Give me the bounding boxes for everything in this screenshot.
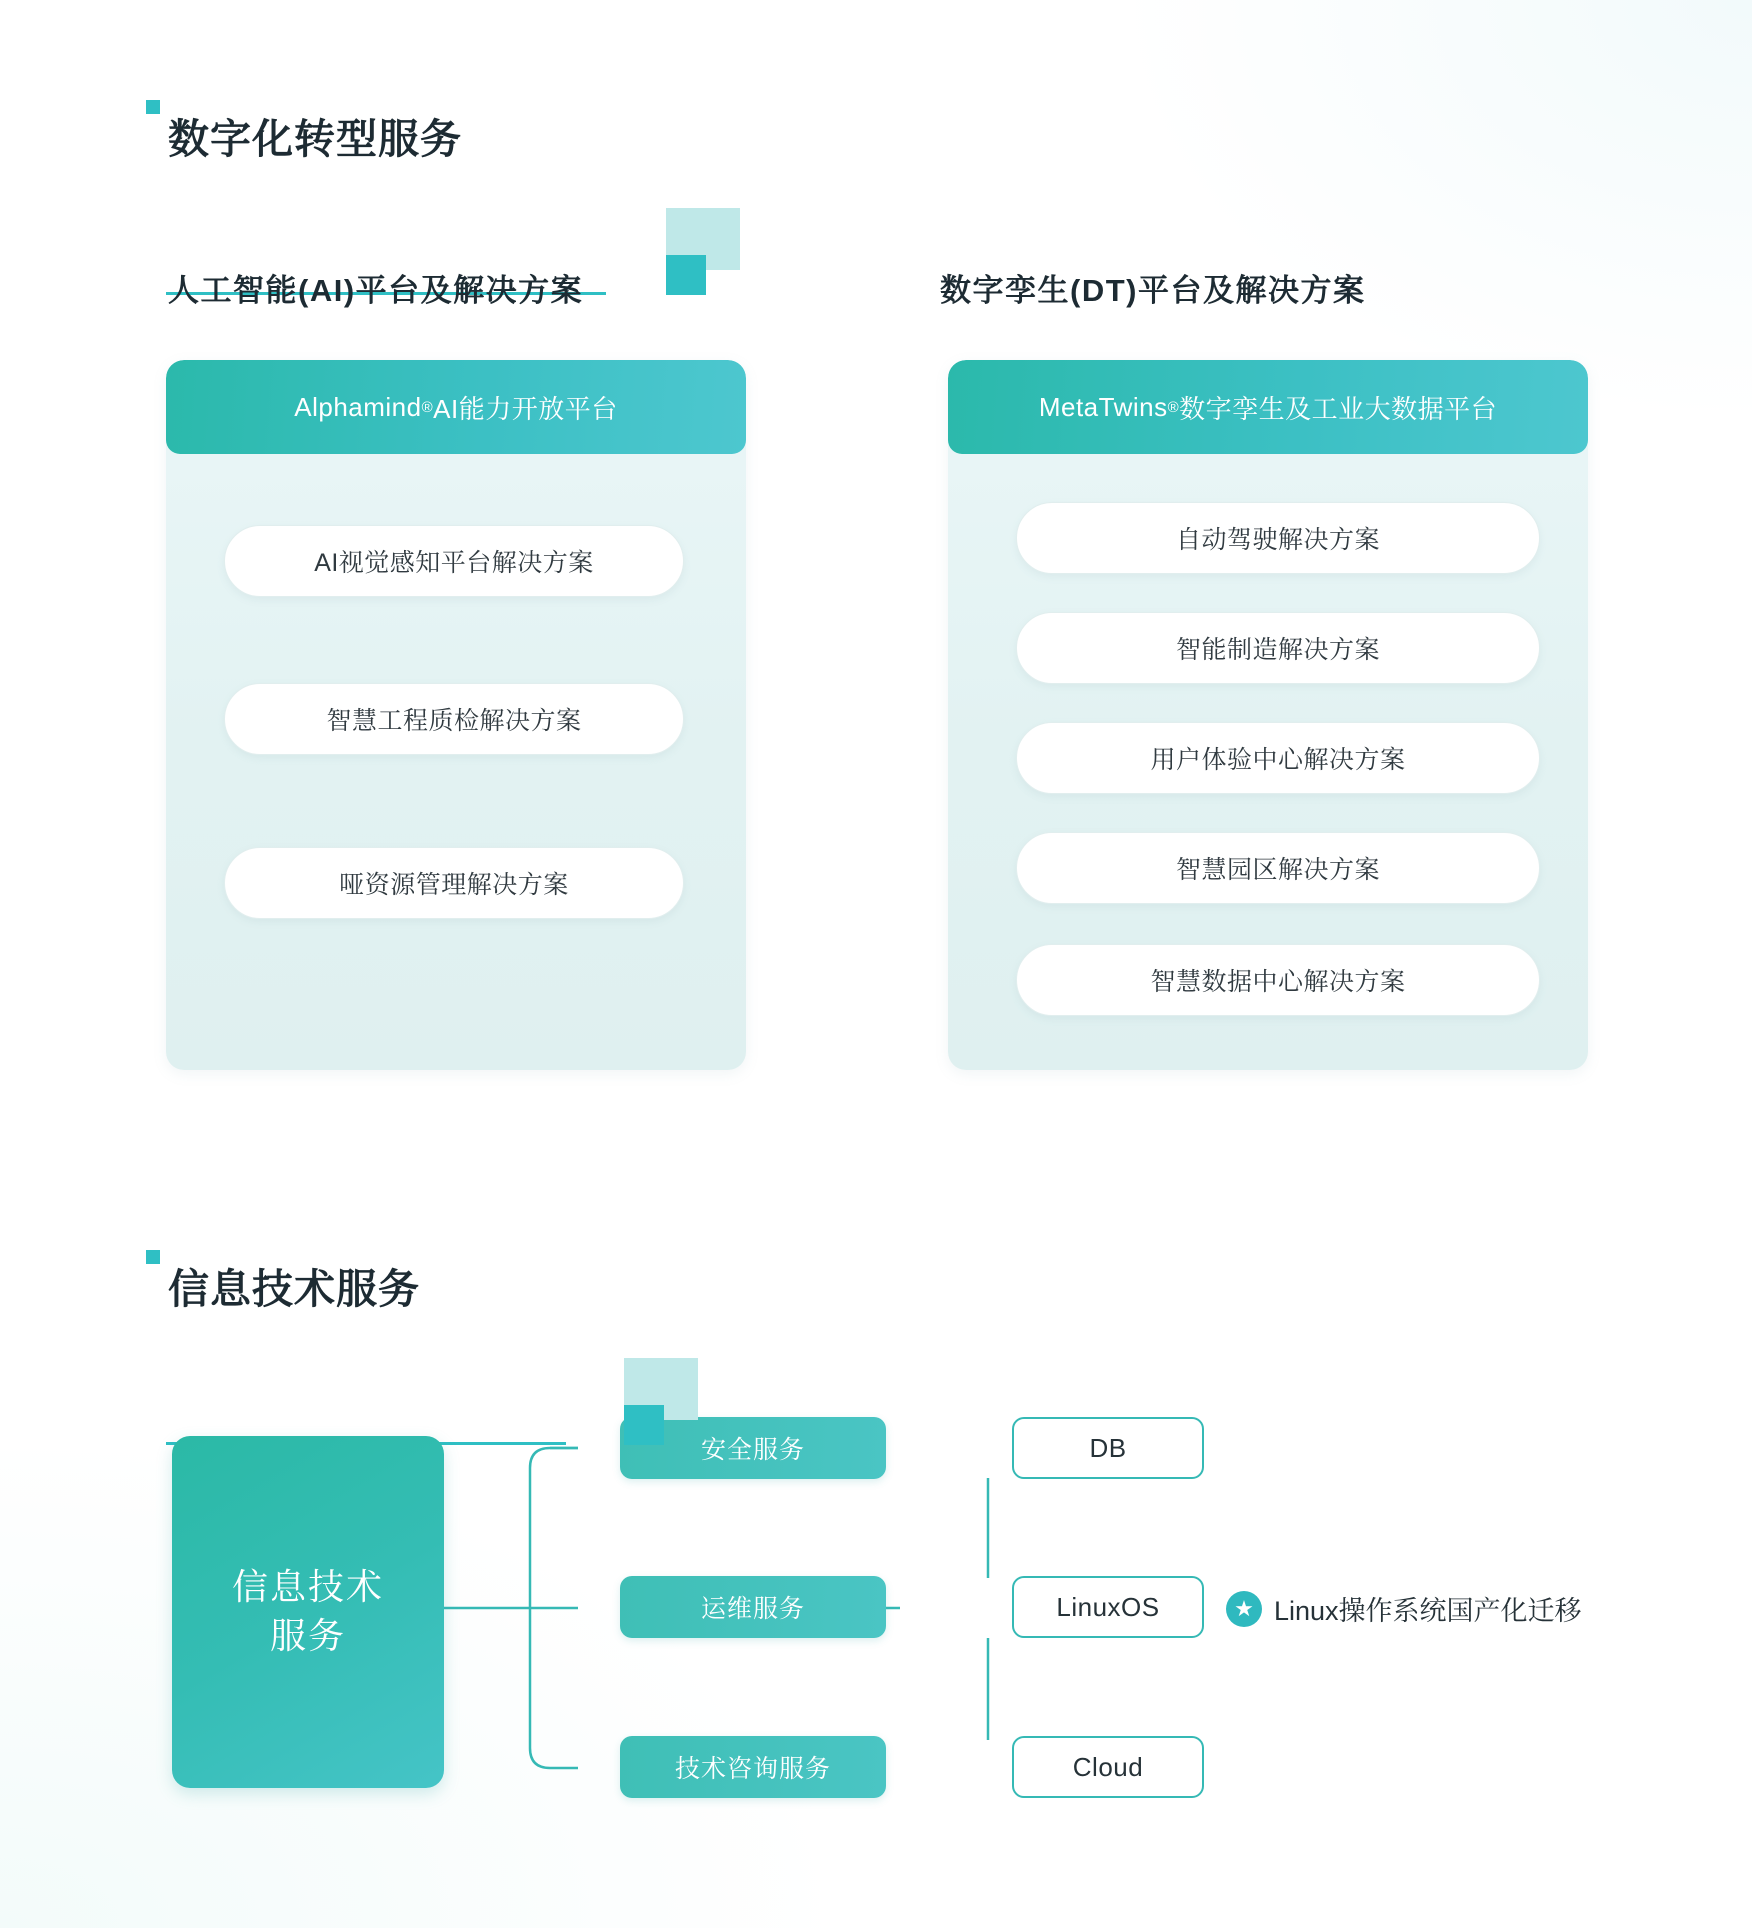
solution-label: 智能制造解决方案 [1175, 636, 1380, 664]
platform-trademark-ai: ® [421, 398, 434, 416]
solution-pill[interactable] [1016, 502, 1540, 574]
solution-pill[interactable] [1016, 722, 1540, 794]
linux-migration-note-label: Linux操作系统国产化迁移 [1274, 1596, 1582, 1626]
it-branch-label: 技术咨询服务 [674, 1755, 831, 1783]
it-node-label: LinuxOS [1056, 1591, 1160, 1622]
platform-header-ai [166, 360, 746, 454]
section-title: 信息技术服务 [168, 1266, 420, 1312]
platform-name-dt: MetaTwins [1038, 391, 1168, 422]
it-node-label: Cloud [1072, 1751, 1144, 1782]
heading-square-dark [666, 255, 706, 295]
section-title: 数字化转型服务 [168, 116, 462, 162]
column-title-ai: 人工智能(AI)平台及解决方案 [168, 273, 584, 308]
solution-label: 智慧工程质检解决方案 [326, 707, 582, 735]
solution-pill[interactable] [224, 683, 684, 755]
platform-name-ai: Alphamind [294, 391, 422, 422]
solution-label: 智慧数据中心解决方案 [1150, 968, 1406, 996]
section-heading-digital-transformation [146, 100, 626, 186]
heading-tick-marker [146, 100, 160, 114]
it-service-root-node [172, 1436, 444, 1788]
section-heading-it-service [146, 1250, 566, 1336]
heading-square-dark [624, 1405, 664, 1445]
it-node-cloud[interactable] [1012, 1736, 1204, 1798]
it-root-label-line1: 信息技术 [231, 1566, 384, 1608]
platform-card-dt [948, 360, 1588, 1070]
column-title-dt: 数字孪生(DT)平台及解决方案 [940, 273, 1366, 308]
solution-pill[interactable] [1016, 944, 1540, 1016]
platform-suffix-ai: AI能力开放平台 [433, 393, 618, 424]
solution-pill[interactable] [224, 847, 684, 919]
solution-pill[interactable] [1016, 832, 1540, 904]
platform-header-dt [948, 360, 1588, 454]
solution-label: 用户体验中心解决方案 [1150, 746, 1406, 774]
it-root-label-line2: 服务 [269, 1615, 346, 1656]
platform-suffix-dt: 数字孪生及工业大数据平台 [1179, 393, 1498, 424]
solution-pill[interactable] [1016, 612, 1540, 684]
solution-label: 哑资源管理解决方案 [339, 871, 569, 899]
solution-pill[interactable] [224, 525, 684, 597]
it-branch-label: 运维服务 [700, 1595, 805, 1623]
it-branch-operations[interactable] [620, 1576, 886, 1638]
platform-trademark-dt: ® [1167, 398, 1180, 416]
heading-tick-marker [146, 1250, 160, 1264]
platform-card-ai [166, 360, 746, 1070]
linux-migration-note [1226, 1589, 1582, 1628]
solution-label: 自动驾驶解决方案 [1175, 526, 1380, 554]
it-node-label: DB [1089, 1432, 1127, 1463]
solution-label: 智慧园区解决方案 [1175, 856, 1380, 884]
solution-label: AI视觉感知平台解决方案 [314, 549, 594, 577]
it-branch-consulting[interactable] [620, 1736, 886, 1798]
star-icon: ★ [1226, 1591, 1262, 1627]
it-node-db[interactable] [1012, 1417, 1204, 1479]
it-branch-label: 安全服务 [700, 1436, 805, 1464]
it-node-linuxos[interactable] [1012, 1576, 1204, 1638]
